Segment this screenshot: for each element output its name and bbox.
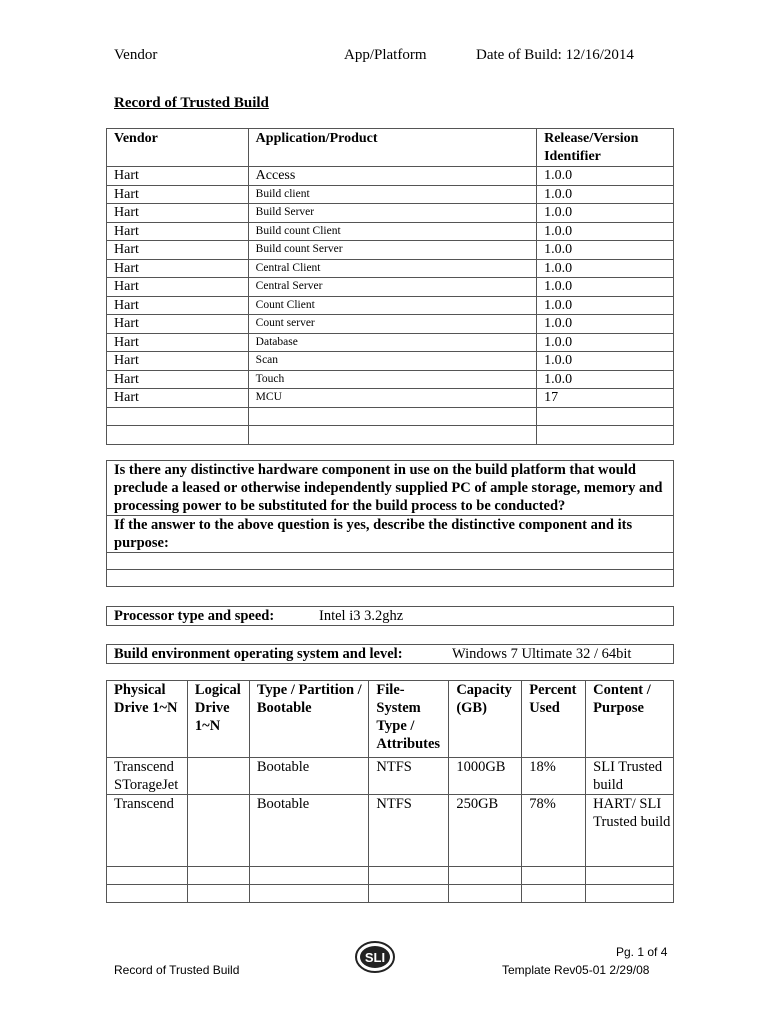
empty-cell [107, 867, 188, 885]
empty-cell [586, 867, 674, 885]
col-product-header: Application/Product [248, 129, 536, 167]
release-header-line1: Release/Version [544, 131, 639, 146]
table-row [107, 758, 674, 795]
followup-row [107, 516, 674, 553]
table-row [107, 296, 674, 315]
empty-cell [248, 407, 536, 426]
empty-cell [107, 885, 188, 903]
vendor-cell: Hart [107, 315, 249, 334]
empty-cell [187, 885, 249, 903]
empty-cell [449, 885, 522, 903]
vendor-cell: Hart [107, 278, 249, 297]
version-cell: 1.0.0 [537, 241, 674, 260]
type-cell: Bootable [249, 795, 369, 867]
table-row [107, 204, 674, 223]
col-capacity-header: Capacity (GB) [449, 681, 522, 758]
release-header-line2: Identifier [544, 149, 601, 164]
empty-cell [449, 867, 522, 885]
vendor-cell: Hart [107, 333, 249, 352]
builds-table-header [107, 129, 674, 167]
version-cell: 1.0.0 [537, 278, 674, 297]
empty-cell [248, 426, 536, 445]
col-type-header: Type / Partition / Bootable [249, 681, 369, 758]
header-date-of-build: Date of Build: 12/16/2014 [476, 47, 634, 63]
vendor-cell: Hart [107, 259, 249, 278]
product-cell: Scan [248, 352, 536, 371]
product-cell: Build count Server [248, 241, 536, 260]
version-cell: 17 [537, 389, 674, 408]
processor-value: Intel i3 3.2ghz [319, 608, 404, 624]
product-cell: Build count Client [248, 222, 536, 241]
empty-row [107, 885, 674, 903]
table-row [107, 333, 674, 352]
version-cell: 1.0.0 [537, 333, 674, 352]
content-cell: SLI Trusted build [586, 758, 674, 795]
answer-cell [107, 553, 674, 570]
footer-template: Template Rev05-01 2/29/08 [502, 963, 650, 977]
product-cell: Access [248, 167, 536, 186]
version-cell: 1.0.0 [537, 315, 674, 334]
builds-table [106, 128, 674, 445]
empty-cell [369, 885, 449, 903]
hardware-question-table [106, 460, 674, 587]
empty-cell [249, 885, 369, 903]
vendor-cell: Hart [107, 370, 249, 389]
vendor-cell: Hart [107, 296, 249, 315]
empty-cell [537, 407, 674, 426]
product-cell: Central Server [248, 278, 536, 297]
version-cell: 1.0.0 [537, 185, 674, 204]
product-cell: Central Client [248, 259, 536, 278]
processor-box [106, 606, 674, 626]
sli-logo-icon [354, 940, 396, 974]
footer-page-number: Pg. 1 of 4 [616, 945, 668, 959]
table-row [107, 278, 674, 297]
percent-cell: 18% [522, 758, 586, 795]
product-cell: Count server [248, 315, 536, 334]
empty-cell [522, 885, 586, 903]
table-row [107, 315, 674, 334]
header-platform: App/Platform [344, 47, 427, 63]
col-release-header [537, 129, 674, 167]
vendor-cell: Hart [107, 185, 249, 204]
percent-cell: 78% [522, 795, 586, 867]
empty-cell [369, 867, 449, 885]
empty-cell [107, 407, 249, 426]
page-title: Record of Trusted Build [114, 95, 269, 111]
col-percent-header: Percent Used [522, 681, 586, 758]
content-cell: HART/ SLI Trusted build [586, 795, 674, 867]
vendor-cell: Hart [107, 204, 249, 223]
header-vendor: Vendor [114, 47, 158, 63]
hardware-question: Is there any distinctive hardware component in use on the build platform that would preclude a leased or otherwise independently supplied PC of ample storage, memory and processing power to be substituted for the build process to be conducted? [107, 461, 674, 516]
version-cell: 1.0.0 [537, 296, 674, 315]
empty-cell [187, 867, 249, 885]
logical-cell [187, 758, 249, 795]
col-physical-header: Physical Drive 1~N [107, 681, 188, 758]
table-row [107, 795, 674, 867]
table-row [107, 241, 674, 260]
col-logical-header: Logical Drive 1~N [187, 681, 249, 758]
empty-row [107, 867, 674, 885]
answer-cell [107, 570, 674, 587]
answer-row [107, 570, 674, 587]
logo-text: SLI [364, 950, 386, 965]
product-cell: Count Client [248, 296, 536, 315]
version-cell: 1.0.0 [537, 222, 674, 241]
vendor-cell: Hart [107, 389, 249, 408]
capacity-cell: 1000GB [449, 758, 522, 795]
table-row [107, 389, 674, 408]
vendor-cell: Hart [107, 241, 249, 260]
product-cell: Database [248, 333, 536, 352]
type-cell: Bootable [249, 758, 369, 795]
product-cell: MCU [248, 389, 536, 408]
table-row [107, 222, 674, 241]
vendor-cell: Hart [107, 222, 249, 241]
question-row [107, 461, 674, 516]
version-cell: 1.0.0 [537, 167, 674, 186]
version-cell: 1.0.0 [537, 352, 674, 371]
physical-cell: Transcend STorageJet [107, 758, 188, 795]
build-env-value: Windows 7 Ultimate 32 / 64bit [452, 646, 632, 662]
empty-row [107, 426, 674, 445]
drives-table [106, 680, 674, 903]
fs-cell: NTFS [369, 795, 449, 867]
answer-row [107, 553, 674, 570]
logical-cell [187, 795, 249, 867]
processor-label: Processor type and speed: [114, 608, 275, 624]
col-content-header: Content / Purpose [586, 681, 674, 758]
build-env-box [106, 644, 674, 664]
empty-row [107, 407, 674, 426]
version-cell: 1.0.0 [537, 370, 674, 389]
vendor-cell: Hart [107, 167, 249, 186]
capacity-cell: 250GB [449, 795, 522, 867]
product-cell: Build Server [248, 204, 536, 223]
table-row [107, 352, 674, 371]
col-fs-header: File-System Type / Attributes [369, 681, 449, 758]
vendor-cell: Hart [107, 352, 249, 371]
build-env-label: Build environment operating system and level: [114, 646, 403, 662]
product-cell: Touch [248, 370, 536, 389]
table-row [107, 259, 674, 278]
version-cell: 1.0.0 [537, 259, 674, 278]
empty-cell [586, 885, 674, 903]
table-row [107, 167, 674, 186]
table-row [107, 185, 674, 204]
empty-cell [107, 426, 249, 445]
product-cell: Build client [248, 185, 536, 204]
empty-cell [537, 426, 674, 445]
empty-cell [522, 867, 586, 885]
physical-cell: Transcend [107, 795, 188, 867]
fs-cell: NTFS [369, 758, 449, 795]
hardware-followup: If the answer to the above question is yes, describe the distinctive component and its purpose: [107, 516, 674, 553]
version-cell: 1.0.0 [537, 204, 674, 223]
col-vendor-header: Vendor [107, 129, 249, 167]
footer-left: Record of Trusted Build [114, 963, 240, 977]
drives-table-header [107, 681, 674, 758]
table-row [107, 370, 674, 389]
empty-cell [249, 867, 369, 885]
